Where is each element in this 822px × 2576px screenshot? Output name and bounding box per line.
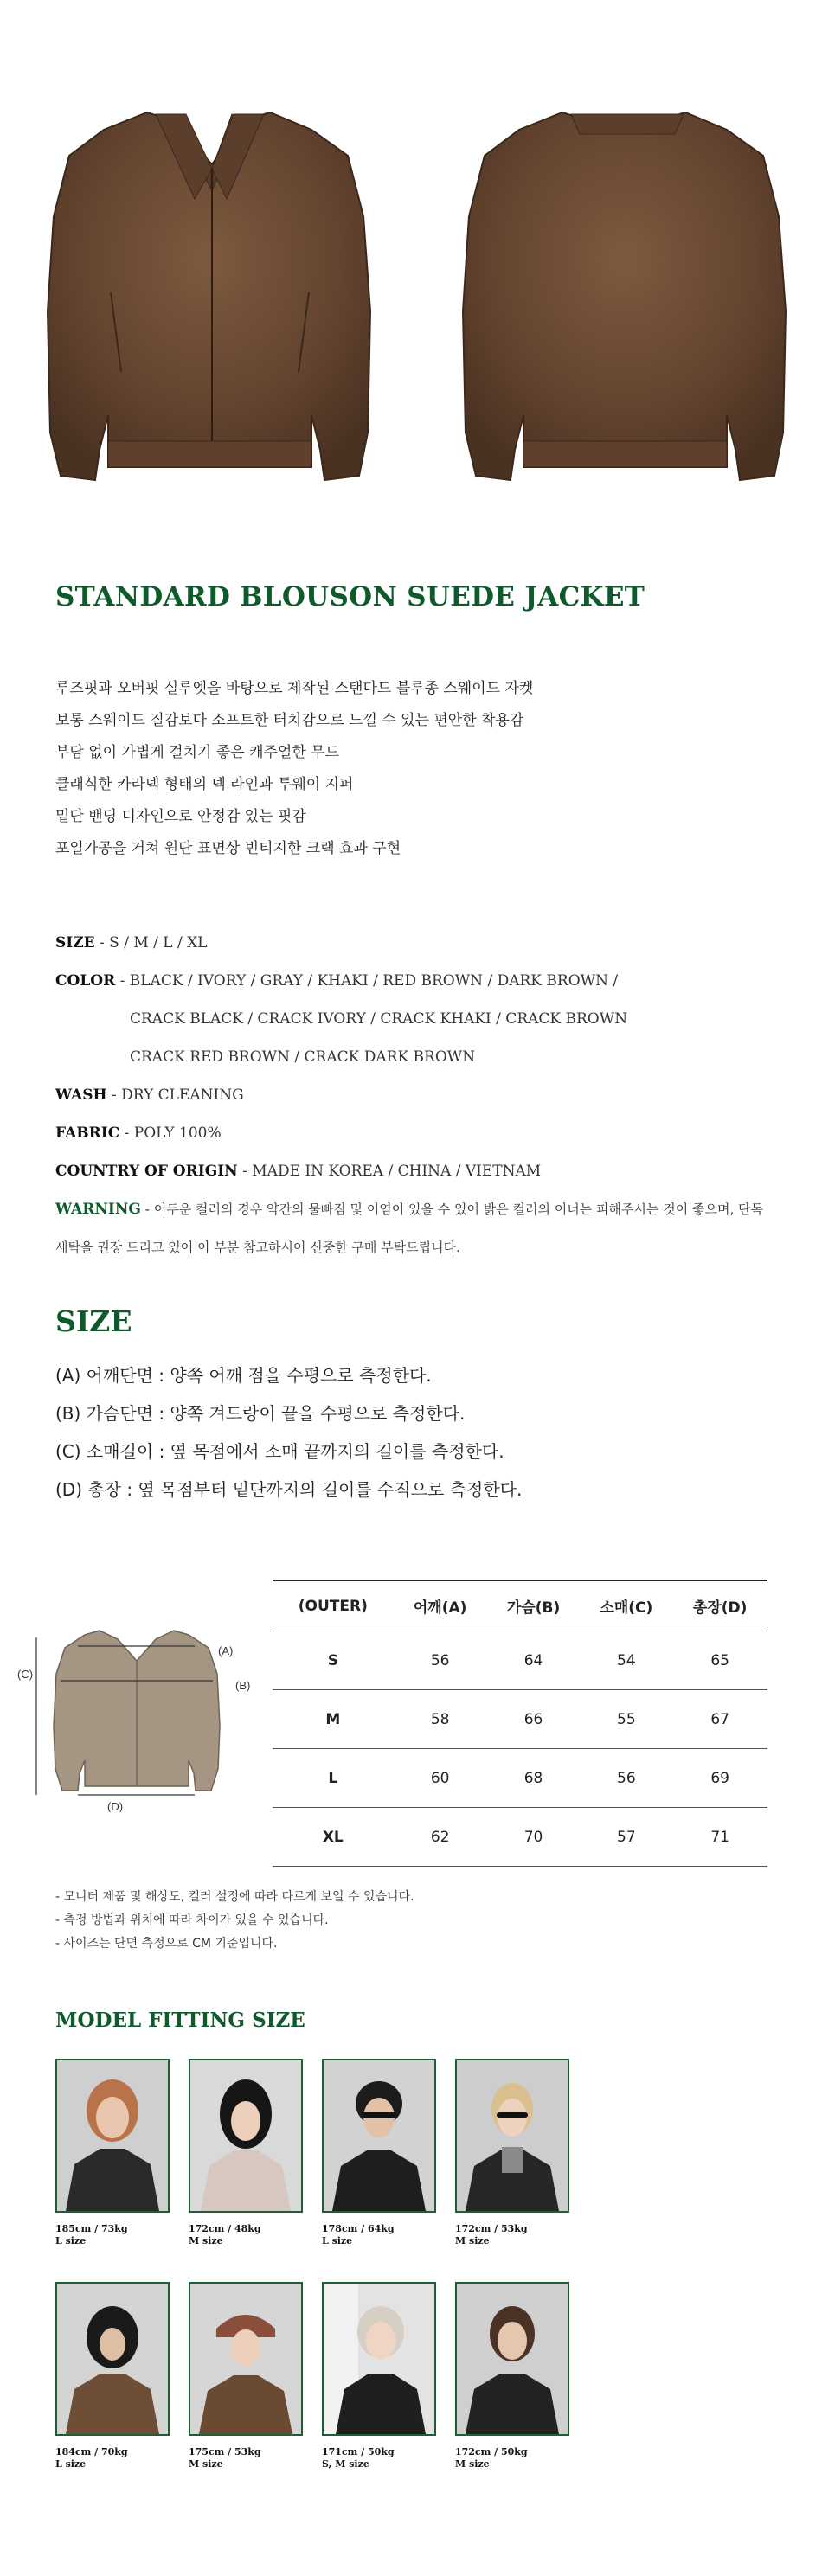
model-photo bbox=[455, 2282, 569, 2436]
table-cell: 56 bbox=[394, 1631, 487, 1690]
measurement-guide bbox=[55, 1356, 522, 1509]
model-photo bbox=[55, 2059, 170, 2213]
table-cell: 62 bbox=[394, 1808, 487, 1867]
description-line: 부담 없이 가볍게 걸치기 좋은 캐주얼한 무드 bbox=[55, 744, 340, 761]
jacket-back-image bbox=[463, 112, 786, 480]
table-cell: 56 bbox=[580, 1749, 672, 1808]
product-description bbox=[55, 673, 533, 865]
table-cell: 69 bbox=[672, 1749, 767, 1808]
spec-fabric: FABRIC - POLY 100% bbox=[55, 1125, 222, 1142]
spec-warning: WARNING - 어두운 컬러의 경우 약간의 물빠짐 및 이염이 있을 수 있어 밝은 컬러의 이너는 피해주시는 것이 좋으며, 단독 세탁을 권장 드리고 있어 이 부분 참고하시어 신중한 구매 부탁드립니다. bbox=[55, 1201, 763, 1255]
spec-color-cont: CRACK RED BROWN / CRACK DARK BROWN bbox=[130, 1048, 476, 1066]
size-label-cell: M bbox=[273, 1690, 394, 1749]
spec-color-cont: CRACK BLACK / CRACK IVORY / CRACK KHAKI / CRACK BROWN bbox=[130, 1010, 628, 1028]
model-fitting-heading: MODEL FITTING SIZE bbox=[55, 2009, 305, 2032]
model-card bbox=[55, 2059, 170, 2247]
size-label-cell: XL bbox=[273, 1808, 394, 1867]
measurement-line: (A) 어깨단면 : 양쪽 어깨 점을 수평으로 측정한다. bbox=[55, 1365, 432, 1386]
measurement-line: (B) 가슴단면 : 양쪽 겨드랑이 끝을 수평으로 측정한다. bbox=[55, 1403, 466, 1424]
product-specs bbox=[55, 924, 774, 1266]
diagram-label-b: (B) bbox=[235, 1679, 251, 1692]
model-stats: 171cm / 50kg bbox=[322, 2446, 395, 2457]
jacket-front-image bbox=[48, 112, 370, 480]
table-cell: 54 bbox=[580, 1631, 672, 1690]
model-size: M size bbox=[189, 2458, 223, 2470]
model-size: M size bbox=[455, 2235, 490, 2246]
size-heading: SIZE bbox=[55, 1304, 132, 1338]
model-card bbox=[322, 2059, 436, 2247]
model-size: S, M size bbox=[322, 2458, 369, 2470]
model-size: M size bbox=[189, 2235, 223, 2246]
model-card bbox=[322, 2282, 436, 2470]
spec-wash: WASH - DRY CLEANING bbox=[55, 1086, 244, 1104]
header-cell: 가슴(B) bbox=[487, 1580, 581, 1631]
table-cell: 60 bbox=[394, 1749, 487, 1808]
product-title: STANDARD BLOUSON SUEDE JACKET bbox=[55, 581, 645, 612]
table-cell: 66 bbox=[487, 1690, 581, 1749]
model-photo bbox=[455, 2059, 569, 2213]
spec-color: COLOR - BLACK / IVORY / GRAY / KHAKI / RED BROWN / DARK BROWN / bbox=[55, 972, 619, 990]
note-line: - 측정 방법과 위치에 따라 차이가 있을 수 있습니다. bbox=[55, 1913, 329, 1927]
size-label-cell: S bbox=[273, 1631, 394, 1690]
description-line: 포일가공을 거쳐 원단 표면상 빈티지한 크랙 효과 구현 bbox=[55, 840, 401, 857]
size-label-cell: L bbox=[273, 1749, 394, 1808]
model-photo bbox=[322, 2059, 436, 2213]
description-line: 밑단 밴딩 디자인으로 안정감 있는 핏감 bbox=[55, 808, 306, 825]
measurement-line: (C) 소매길이 : 옆 목점에서 소매 끝까지의 길이를 측정한다. bbox=[55, 1441, 504, 1462]
size-table bbox=[273, 1580, 767, 1867]
note-line: - 사이즈는 단면 측정으로 CM 기준입니다. bbox=[55, 1937, 278, 1951]
header-cell: 소매(C) bbox=[580, 1580, 672, 1631]
spec-size: SIZE - S / M / L / XL bbox=[55, 934, 208, 952]
table-cell: 70 bbox=[487, 1808, 581, 1867]
table-row bbox=[273, 1631, 767, 1690]
model-stats: 172cm / 48kg bbox=[189, 2223, 261, 2234]
description-line: 클래식한 카라넥 형태의 넥 라인과 투웨이 지퍼 bbox=[55, 776, 354, 793]
model-stats: 185cm / 73kg bbox=[55, 2223, 128, 2234]
table-cell: 58 bbox=[394, 1690, 487, 1749]
model-size: L size bbox=[55, 2235, 87, 2246]
diagram-label-c: (C) bbox=[17, 1668, 34, 1681]
table-header-row bbox=[273, 1580, 767, 1631]
model-stats: 178cm / 64kg bbox=[322, 2223, 395, 2234]
model-card bbox=[455, 2282, 569, 2470]
model-photo bbox=[189, 2059, 303, 2213]
table-cell: 65 bbox=[672, 1631, 767, 1690]
table-row bbox=[273, 1690, 767, 1749]
table-cell: 64 bbox=[487, 1631, 581, 1690]
product-hero-images bbox=[0, 87, 822, 493]
description-line: 루즈핏과 오버핏 실루엣을 바탕으로 제작된 스탠다드 블루종 스웨이드 자켓 bbox=[55, 680, 534, 697]
model-stats: 184cm / 70kg bbox=[55, 2446, 128, 2457]
spec-origin: COUNTRY OF ORIGIN - MADE IN KOREA / CHINA / VIETNAM bbox=[55, 1163, 542, 1180]
model-stats: 172cm / 53kg bbox=[455, 2223, 528, 2234]
model-card bbox=[55, 2282, 170, 2470]
table-cell: 67 bbox=[672, 1690, 767, 1749]
note-line: - 모니터 제품 및 해상도, 컬러 설정에 따라 다르게 보일 수 있습니다. bbox=[55, 1890, 414, 1904]
header-cell: 총장(D) bbox=[672, 1580, 767, 1631]
measurement-diagram bbox=[17, 1613, 268, 1812]
model-photo bbox=[322, 2282, 436, 2436]
description-line: 보통 스웨이드 질감보다 소프트한 터치감으로 느낄 수 있는 편안한 착용감 bbox=[55, 712, 524, 729]
measurement-line: (D) 총장 : 옆 목점부터 밑단까지의 길이를 수직으로 측정한다. bbox=[55, 1479, 523, 1500]
diagram-label-d: (D) bbox=[107, 1800, 124, 1812]
header-cell: (OUTER) bbox=[273, 1580, 394, 1631]
table-cell: 71 bbox=[672, 1808, 767, 1867]
model-size: L size bbox=[55, 2458, 87, 2470]
header-cell: 어깨(A) bbox=[394, 1580, 487, 1631]
table-cell: 68 bbox=[487, 1749, 581, 1808]
model-size: M size bbox=[455, 2458, 490, 2470]
model-card bbox=[189, 2059, 303, 2247]
model-photo bbox=[55, 2282, 170, 2436]
table-row bbox=[273, 1808, 767, 1867]
model-stats: 172cm / 50kg bbox=[455, 2446, 528, 2457]
model-card bbox=[455, 2059, 569, 2247]
size-notes bbox=[55, 1886, 414, 1956]
diagram-label-a: (A) bbox=[218, 1644, 234, 1657]
table-cell: 55 bbox=[580, 1690, 672, 1749]
model-size: L size bbox=[322, 2235, 353, 2246]
table-row bbox=[273, 1749, 767, 1808]
model-stats: 175cm / 53kg bbox=[189, 2446, 261, 2457]
model-card bbox=[189, 2282, 303, 2470]
model-photo bbox=[189, 2282, 303, 2436]
table-cell: 57 bbox=[580, 1808, 672, 1867]
